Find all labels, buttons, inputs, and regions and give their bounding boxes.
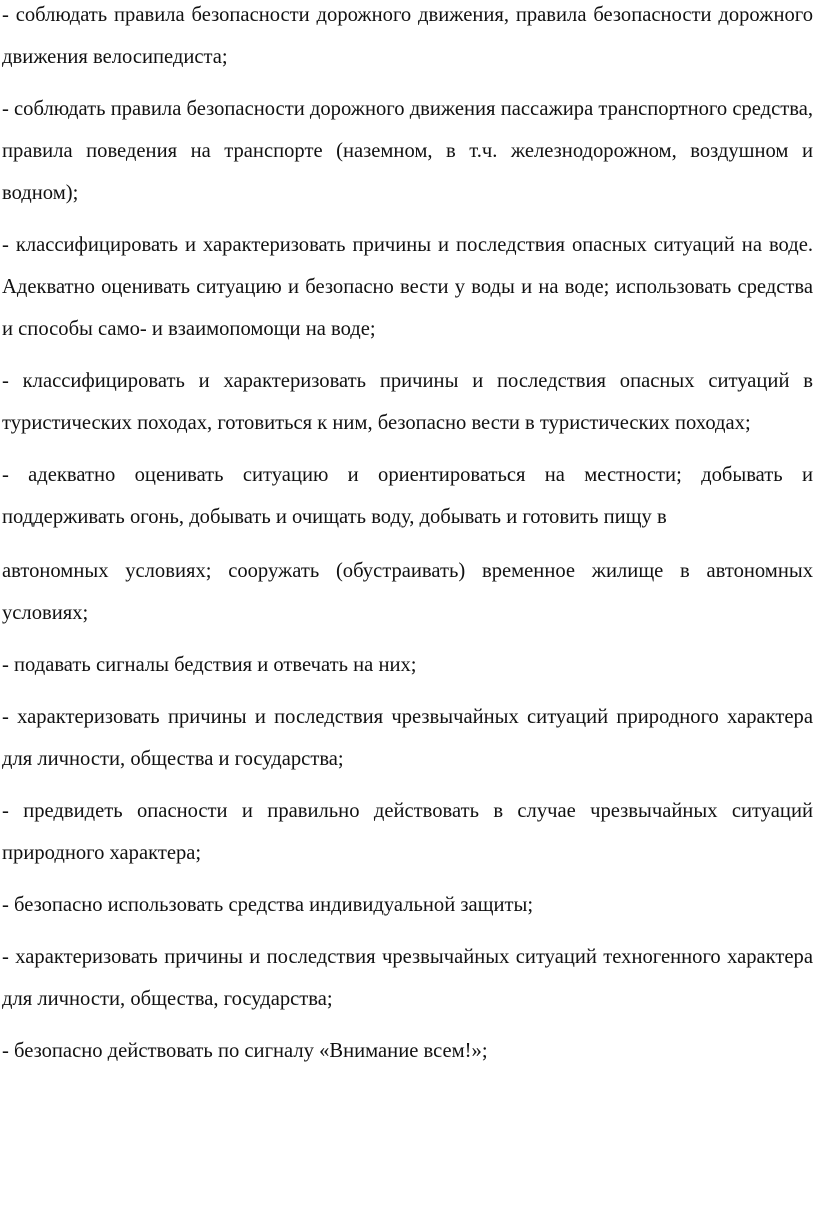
paragraph-autonomous-shelter: автономных условиях; сооружать (обустраивать) временное жилище в автономных условиях; [2, 560, 813, 624]
paragraph-road-safety-passenger: - соблюдать правила безопасности дорожного движения пассажира транспортного средства, правила поведения на транспорте (наземном, в т.ч. железнодорожном, воздушном и водном); [2, 98, 813, 204]
paragraph-orientation-survival: - адекватно оценивать ситуацию и ориентироваться на местности; добывать и поддерживать огонь, добывать и очищать воду, добывать и готовить пищу в [2, 464, 813, 528]
paragraph-hiking-safety: - классифицировать и характеризовать причины и последствия опасных ситуаций в туристических походах, готовиться к ним, безопасно вести в туристических походах; [2, 370, 813, 434]
paragraph-distress-signals: - подавать сигналы бедствия и отвечать на них; [2, 654, 417, 676]
paragraph-attention-signal: - безопасно действовать по сигналу «Внимание всем!»; [2, 1040, 488, 1062]
paragraph-personal-protection: - безопасно использовать средства индивидуальной защиты; [2, 894, 534, 916]
paragraph-road-safety-cyclist: - соблюдать правила безопасности дорожного движения, правила безопасности дорожного движения велосипедиста; [2, 4, 813, 68]
paragraph-natural-emergencies-causes: - характеризовать причины и последствия чрезвычайных ситуаций природного характера для личности, общества и государства; [2, 706, 813, 770]
paragraph-water-safety: - классифицировать и характеризовать причины и последствия опасных ситуаций на воде. Адекватно оценивать ситуацию и безопасно вести у воды и на воде; использовать средства и способы само- и взаимопомощи на воде; [2, 234, 813, 340]
paragraph-technogenic-emergencies: - характеризовать причины и последствия чрезвычайных ситуаций техногенного характера для личности, общества, государства; [2, 946, 813, 1010]
paragraph-natural-emergencies-actions: - предвидеть опасности и правильно действовать в случае чрезвычайных ситуаций природного характера; [2, 800, 813, 864]
